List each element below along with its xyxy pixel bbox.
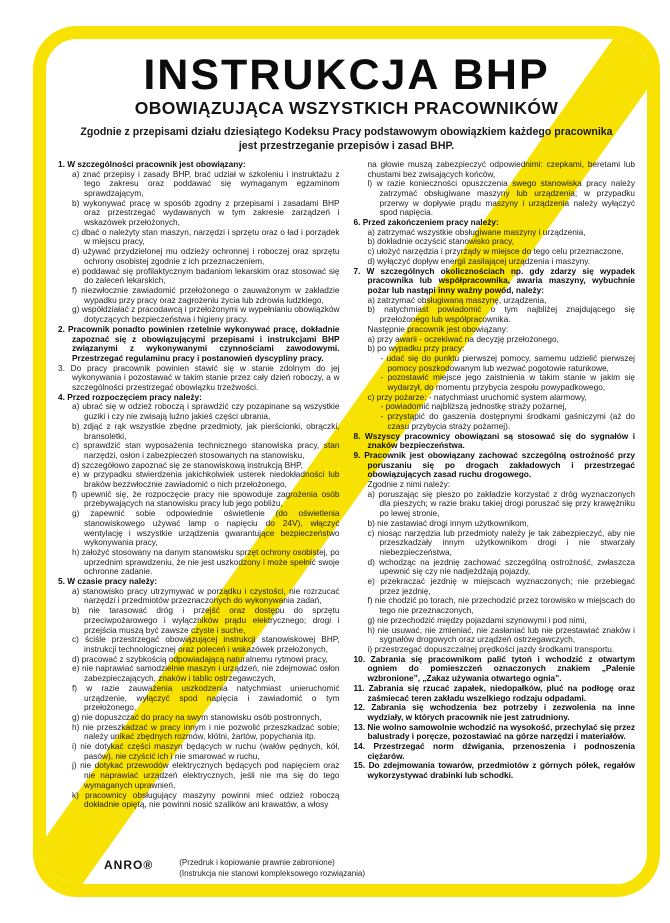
instruction-item: 2. Pracownik ponadto powinien rzetelnie wykonywać pracę, dokładnie zapoznać się z obowiązującymi przepisami i instrukcjami BHP związanymi z wykonywanymi czynnościami zawodowymi. Przestrzegać regulaminu pracy i postanowień dyscypliny pracy. (58, 323, 340, 363)
instruction-item: 15. Do zdejmowania towarów, przedmiotów z górnych półek, regałów wykorzystywać drabinki lub schodki. (353, 760, 635, 781)
instruction-item: d) wchodząc na jezdnię zachować szczególną ostrożność, zwłaszcza upewnić się czy nie nadjeżdżają pojazdy, (367, 556, 635, 577)
instruction-item: - przystąpić do gaszenia dostępnymi środkami gaśniczymi (aż do czasu przybycia straży pożarnej). (380, 411, 635, 431)
instruction-item: a) stanowisko pracy utrzymywać w porządku i czystości, nie rozrzucać narzędzi i przedmiotów przeznaczonych do wykonywania zadań, (72, 585, 340, 606)
instruction-item: h) nie usuwać, nie zmieniać, nie zasłaniać lub nie przestawiać znaków i sygnałów drogowych oraz urządzeń ostrzegawczych, (367, 624, 635, 645)
instruction-item: c) ułożyć narzędzia i przyrządy w miejsce do tego celu przeznaczone, (367, 246, 624, 257)
instruction-item: j) nie dotykać przewodów elektrycznych będących pod napięciem oraz nie naprawiać urządzeń elektrycznych, jeśli nie ma się do tego wymaganych uprawnień, (72, 760, 340, 790)
sign-content (46, 39, 647, 884)
instruction-item: na głowie muszą zabezpieczyć odpowiednimi: czepkami, beretami lub chustami bez zwisających końców, (367, 158, 635, 179)
right-column (354, 160, 636, 810)
instruction-item: g) współdziałać z pracodawcą i przełożonymi w wypełnianiu obowiązków dotyczących bezpieczeństwa i higieny pracy. (72, 304, 340, 325)
instruction-item: c) przy pożarze: - natychmiast uruchomić system alarmowy, (367, 391, 587, 402)
instruction-item: a) zatrzymać obsługiwaną maszynę, urządzenia, (367, 294, 547, 305)
instruction-item: 13. Nie wolno samowolnie wchodzić na wysokość, przechylać się przez balustrady i poręcze, pozostawiać na górze narzędzi i materiałów. (353, 721, 635, 742)
instruction-item: b) dokładnie oczyścić stanowisko pracy, (367, 236, 514, 247)
instruction-item: 8. Wszyscy pracownicy obowiązani są stosować się do sygnałów i znaków bezpieczeństwa. (353, 430, 635, 451)
instruction-item: c) niosąc narzędzia lub przedmioty należy je tak zabezpieczyć, aby nie przeszkadzały innym użytkownikom drogi i nie stwarzały niebezpieczeństwa, (367, 527, 635, 557)
instruction-item: a) ubrać się w odzież roboczą i sprawdzić czy pozapinane są wszystkie guziki i czy nie zwisają luźno jakieś części ubrania, (72, 401, 340, 422)
instruction-item: i) nie dotykać części maszyn będących w ruchu (wałów pędnych, kół, pasów), nie czyścić ich i nie smarować w ruchu, (72, 741, 340, 761)
instruction-item: 11. Zabrania się rzucać zapałek, niedopałków, pluć na podłogę oraz zaśmiecać teren zakładu wszelkiego rodzaju odpadami. (353, 682, 635, 703)
instruction-item: f) nie chodzić po torach, nie przechodzić przez torowisko w miejscach do tego nie przeznaczonych, (367, 595, 635, 616)
instruction-item: b) nie tarasować dróg i przejść oraz dostępu do sprzętu przeciwpożarowego i wyłączników prądu elektrycznego; drogi i przejścia muszą być zawsze czyste i suche, (72, 605, 340, 635)
instruction-item: Zgodnie z nimi należy: (367, 479, 451, 490)
instruction-item: g) nie przechodzić między pojazdami szynowymi i pod nimi, (367, 614, 587, 625)
instruction-item: e) nie naprawiać samodzielnie maszyn i urządzeń, nie zdejmować osłon zabezpieczających, znaków i tablic ostrzegawczych, (72, 663, 340, 684)
instruction-item: a) znać przepisy i zasady BHP, brać udział w szkoleniu i instruktażu z tego zakresu oraz poddawać się wymaganym egzaminom sprawdzającym, (72, 168, 340, 198)
instruction-item: a) przy awarii - oczekiwać na decyzję przełożonego, (367, 333, 559, 344)
instruction-item: g) zapewnić sobie odpowiednie oświetlenie (do oświetlenia stanowiskowego używać lamp o napięciu do 24V), włączyć wentylację i wszystkie urządzenia gwarantujące bezpieczeństwo wykonywania pracy, (72, 508, 340, 548)
instruction-item: f) niezwłocznie zawiadomić przełożonego o zauważonym w zakładzie wypadku przy pracy oraz zagrożeniu życia lub zdrowia ludzkiego, (72, 284, 340, 305)
legal-note-2: (Instrukcja nie stanowi kompleksowego rozwiązania) (179, 868, 366, 878)
instruction-item: 10. Zabrania się pracownikom palić tytoń i wchodzić z otwartym ogniem do pomieszczeń oznaczonych znakiem „Palenie wzbronione”, „Zakaz używania otwartego ognia”. (353, 653, 635, 684)
legal-notes (179, 858, 365, 879)
instruction-item: b) nie zastawiać drogi innym użytkownikom, (367, 517, 529, 528)
instruction-item: Następnie pracownik jest obowiązany: (367, 323, 509, 334)
footer (104, 858, 365, 879)
instruction-item: 5. W czasie pracy należy: (58, 576, 158, 587)
instruction-item: a) zatrzymać wszystkie obsługiwane maszyny i urządzenia, (367, 226, 586, 237)
instruction-item: l) w razie konieczności opuszczenia swego stanowiska pracy należy zatrzymać obsługiwane maszyny lub urządzenia; w przypadku przerwy w dopływie prądu maszyny i urządzenia należy wyłączyć spod napięcia. (367, 178, 635, 218)
instruction-item: d) wyłączyć dopływ energii zasilającej urządzenia i maszyny. (367, 255, 591, 266)
instruction-item: e) w przypadku stwierdzenia jakichkolwiek usterek niedokładności lub braków bezzwłocznie zawiadomić o nich przełożonego, (72, 469, 340, 490)
instruction-item: - powiadomić najbliższą jednostkę straży pożarnej, (380, 401, 567, 412)
instruction-columns (46, 160, 647, 810)
instruction-item: 14. Przestrzegać norm dźwigania, przenoszenia i podnoszenia ciężarów. (353, 741, 635, 761)
instruction-item: c) ściśle przestrzegać obowiązującej instrukcji stanowiskowej BHP, instrukcji technologicznej oraz poleceń i wskazówek przełożonych, (72, 634, 340, 654)
instruction-item: 7. W szczególnych okolicznościach np. gdy zdarzy się wypadek pracownika lub współpracownika, awaria maszyny, wybuchnie pożar lub nastąpi inny ważny powód, należy: (353, 265, 635, 295)
instruction-item: b) wykonywać pracę w sposób zgodny z przepisami i zasadami BHP oraz przestrzegać wydawanych w tym zakresie zarządzeń i wskazówek przełożonych, (72, 197, 340, 228)
instruction-item: 12. Zabrania się wchodzenia bez potrzeby i zezwolenia na inne wydziały, w których pracownik nie jest zatrudniony. (353, 702, 635, 722)
instruction-item: - udać się do punktu pierwszej pomocy, samemu udzielić pierwszej pomocy poszkodowanym lub wezwać pogotowie ratunkowe, (380, 352, 635, 373)
sign-subtitle: OBOWIĄZUJĄCA WSZYSTKICH PRACOWNIKÓW (134, 98, 559, 118)
instruction-item: 9. Pracownik jest obowiązany zachować szczególną ostrożność przy poruszaniu się po drogach zakładowych i przestrzegać obowiązujących zasad ruchu drogowego. (353, 449, 635, 480)
instruction-item: d) używać przydzielonej mu odzieży ochronnej i roboczej oraz sprzętu ochrony osobistej zgodnie z ich przeznaczeniem, (72, 246, 340, 266)
instruction-item: c) dbać o należyty stan maszyn, narzędzi i sprzętu oraz o ład i porządek w miejscu pracy, (72, 226, 340, 247)
instruction-item: h) założyć stosowany na danym stanowisku sprzęt ochrony osobistej, po uprzednim sprawdzeniu, że nie jest uszkodzony i może spełnić swoje ochronne zadanie. (72, 546, 340, 577)
intro-text: Zgodnie z przepisami działu dziesiątego Kodeksu Pracy podstawowym obowiązkiem każdego pracownika jest przestrzeganie przepisów i zasad BHP. (80, 126, 613, 152)
bhp-sign-board (33, 26, 660, 897)
legal-note-1: (Przedruk i kopiowanie prawnie zabronione) (179, 858, 335, 868)
instruction-item: b) zdjąć z rąk wszystkie zbędne przedmioty, jak pierścionki, obrączki, bransoletki, (72, 420, 340, 441)
instruction-item: e) poddawać się profilaktycznym badaniom lekarskim oraz stosować się do zaleceń lekarskich, (72, 265, 340, 286)
brand-logo: ANRO® (104, 858, 154, 873)
instruction-item: d) pracować z szybkością odpowiadającą naturalnemu rytmowi pracy, (72, 653, 328, 664)
instruction-item: f) upewnić się, że rozpoczęcie pracy nie spowoduje zagrożenia osób przebywających na stanowisku pracy lub jego pobliżu, (72, 488, 340, 509)
instruction-item: k) pracownicy obsługujący maszyny powinni mieć odzież roboczą dokładnie opiętą, nie powinni nosić szalików ani krawatów, a włosy (72, 789, 340, 810)
instruction-item: d) szczegółowo zapoznać się ze stanowiskową instrukcją BHP, (72, 459, 303, 470)
instruction-item: b) po wypadku przy pracy: (367, 343, 465, 354)
instruction-item: i) przestrzegać dopuszczalnej prędkości jazdy środkami transportu. (367, 644, 615, 654)
instruction-item: g) nie dopuszczać do pracy na swym stanowisku osób postronnych, (72, 711, 322, 722)
instruction-item: f) w razie zauważenia uszkodzenia natychmiast unieruchomić urządzenie, wyłączyć spod napięcia i zawiadomić o tym przełożonego, (72, 682, 340, 713)
left-column (58, 160, 340, 810)
instruction-item: 4. Przed rozpoczęciem pracy należy: (58, 391, 202, 402)
instruction-item: 6. Przed zakończeniem pracy należy: (353, 217, 499, 228)
instruction-item: b) natychmiast powiadomić o tym najbliżej znajdującego się przełożonego lub współpracownika. (367, 304, 635, 325)
instruction-item: a) poruszając się pieszo po zakładzie korzystać z dróg wyznaczonych dla pieszych; w razie braku takiej drogi poruszać się przy krawężniku po lewej stronie, (367, 488, 635, 519)
instruction-item: 1. W szczególności pracownik jest obowiązany: (58, 158, 246, 169)
instruction-item: e) przekraczać jezdnię w miejscach wyznaczonych; nie przebiegać przez jezdnię, (367, 576, 635, 596)
instruction-item: - pozostawić miejsce jego zaistnienia w takim stanie w jakim się wydarzył, do momentu przybycia zespołu powypadkowego, (380, 372, 635, 393)
instruction-item: 3. Do pracy pracownik powinien stawić się w stanie zdolnym do jej wykonywania i pozostawać w takim stanie przez cały dzień roboczy, a w szczególności przestrzegać obowiązku trzeźwości. (58, 362, 340, 393)
instruction-item: c) sprawdzić stan wyposażenia technicznego stanowiska pracy, stan narzędzi, osłon i zabezpieczeń stosowanych na stanowisku, (72, 440, 340, 460)
sign-title: INSTRUKCJA BHP (143, 51, 550, 99)
instruction-item: h) nie przeszkadzać w pracy innym i nie pozwolić przeszkadzać sobie; należy unikać zbędnych rozmów, kłótni, żartów, popychania itp. (72, 721, 340, 742)
